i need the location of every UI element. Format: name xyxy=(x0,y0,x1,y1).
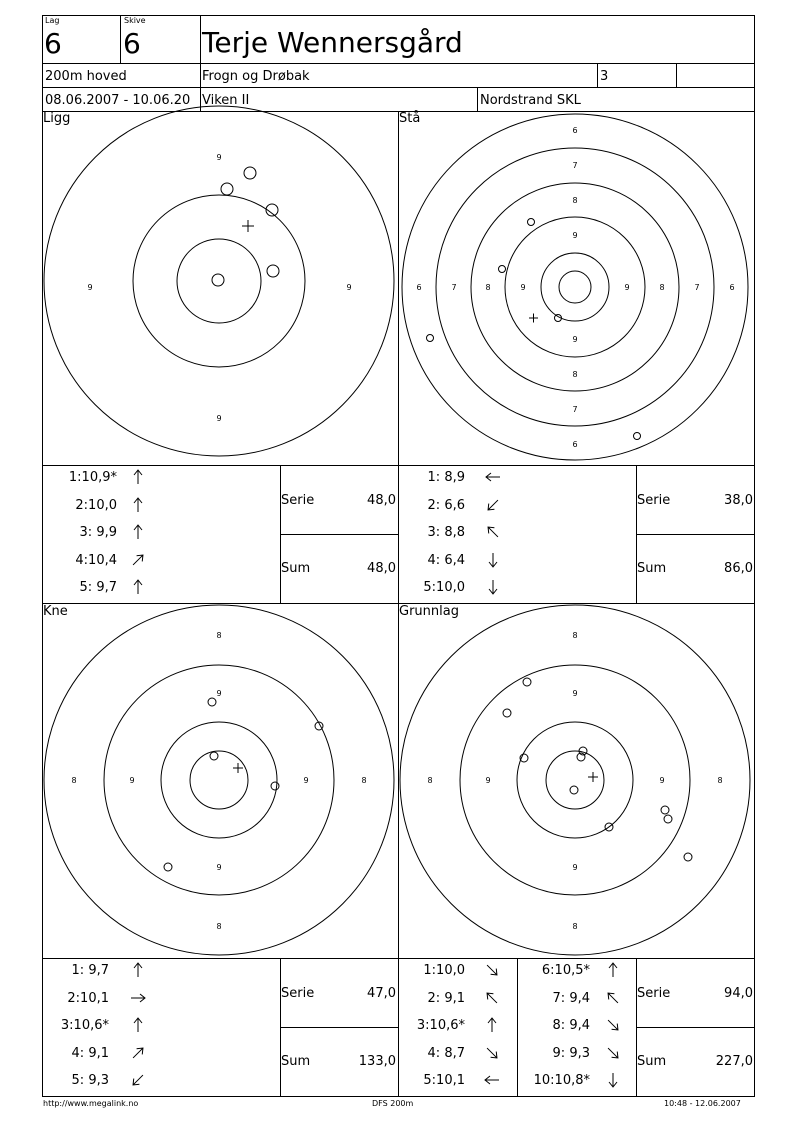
sum-value: 227,0 xyxy=(715,1054,753,1069)
skive-value: 6 xyxy=(123,27,141,60)
panel-title-grunnlag: Grunnlag xyxy=(399,604,459,619)
target-ring xyxy=(541,253,609,321)
target-ring xyxy=(460,665,690,895)
sum-value: 48,0 xyxy=(367,561,396,576)
ring-label: 9 xyxy=(572,863,578,872)
serie-label: Serie xyxy=(281,986,315,1001)
shot-hole xyxy=(634,433,641,440)
shot-score: 1:10,0 xyxy=(423,963,465,978)
shot-score: 5: 9,3 xyxy=(71,1073,109,1088)
header-divider xyxy=(200,15,201,112)
serie-value: 48,0 xyxy=(367,493,396,508)
date-range: 08.06.2007 - 10.06.20 xyxy=(45,93,191,108)
serie-value: 94,0 xyxy=(724,986,753,1001)
header-divider xyxy=(597,63,598,87)
ring-label: 9 xyxy=(129,776,135,785)
shot-score: 3: 9,9 xyxy=(79,525,117,540)
panel-title-kne: Kne xyxy=(43,604,68,619)
ring-label: 8 xyxy=(572,370,578,379)
serie-label: Serie xyxy=(281,493,315,508)
shot-score: 2: 9,1 xyxy=(427,990,465,1006)
arrow-right-up-icon xyxy=(131,552,145,568)
shot-score: 4: 6,4 xyxy=(427,552,465,568)
shot-score: 4: 9,1 xyxy=(71,1045,109,1061)
arrow-down-icon xyxy=(486,579,500,595)
target-kne xyxy=(42,604,398,958)
score-divider xyxy=(280,534,398,535)
ring-label: 9 xyxy=(216,863,222,872)
shot-hole xyxy=(271,782,279,790)
arrow-up-icon xyxy=(131,469,145,485)
panel-title-ligg: Ligg xyxy=(43,111,71,126)
shot-hole xyxy=(427,335,434,342)
shot-score: 3:10,6* xyxy=(416,1018,465,1033)
arrow-up-left-icon xyxy=(485,990,499,1006)
arrow-down-right-icon xyxy=(606,1017,620,1033)
shot-hole xyxy=(661,806,669,814)
arrow-right-up-icon xyxy=(131,1045,145,1061)
target-ligg xyxy=(42,111,398,465)
club-name: Frogn og Drøbak xyxy=(202,69,310,84)
ring-label: 9 xyxy=(87,283,93,292)
region-name: Viken II xyxy=(202,93,250,108)
shot-score: 9: 9,3 xyxy=(552,1045,590,1061)
shot-list-grunnlag-left xyxy=(398,958,517,1097)
arrow-up-icon xyxy=(131,497,145,513)
ring-label: 8 xyxy=(572,196,578,205)
arrow-down-left-icon xyxy=(131,1072,145,1088)
ring-label: 6 xyxy=(729,283,735,292)
ring-label: 8 xyxy=(659,283,665,292)
shot-hole xyxy=(684,853,692,861)
shot-hole xyxy=(528,219,535,226)
score-divider xyxy=(636,534,755,535)
target-ring xyxy=(400,605,750,955)
shot-score: 5:10,1 xyxy=(423,1073,465,1088)
ring-label: 7 xyxy=(451,283,457,292)
shot-hole xyxy=(267,265,279,277)
shot-score: 2: 6,6 xyxy=(427,497,465,513)
score-divider xyxy=(280,1027,398,1028)
target-ring xyxy=(471,183,679,391)
shot-score: 6:10,5* xyxy=(541,963,590,978)
ring-label: 8 xyxy=(485,283,491,292)
ring-label: 6 xyxy=(416,283,422,292)
sum-label: Sum xyxy=(281,1054,311,1069)
target-ring xyxy=(436,148,714,426)
ring-label: 9 xyxy=(659,776,665,785)
ring-label: 8 xyxy=(717,776,723,785)
footer-url[interactable]: http://www.megalink.no xyxy=(43,1099,139,1108)
arrow-up-icon xyxy=(131,524,145,540)
target-ring xyxy=(517,722,633,838)
shot-list-sta xyxy=(398,465,636,603)
ring-label: 8 xyxy=(427,776,433,785)
ring-label: 9 xyxy=(520,283,526,292)
shot-score: 4:10,4 xyxy=(75,552,117,568)
target-ring xyxy=(161,722,277,838)
shot-score: 3:10,6* xyxy=(60,1018,109,1033)
lag-value: 6 xyxy=(44,27,62,60)
average-cross xyxy=(233,763,243,773)
sum-value: 86,0 xyxy=(724,561,753,576)
average-cross xyxy=(529,314,538,323)
shot-list-grunnlag-right xyxy=(517,958,636,1097)
shot-score: 1:10,9* xyxy=(68,470,117,485)
header-divider xyxy=(42,63,755,64)
shot-hole xyxy=(208,698,216,706)
header-divider xyxy=(42,87,755,88)
arrow-up-icon xyxy=(131,962,145,978)
shot-score: 4: 8,7 xyxy=(427,1045,465,1061)
arrow-down-icon xyxy=(606,1072,620,1088)
lag-label: Lag xyxy=(45,16,60,25)
shooter-name: Terje Wennersgård xyxy=(202,26,463,59)
arrow-up-icon xyxy=(131,1017,145,1033)
ring-label: 9 xyxy=(216,689,222,698)
sum-label: Sum xyxy=(281,561,311,576)
shot-score: 2:10,1 xyxy=(67,990,109,1006)
target-ring xyxy=(190,751,248,809)
shot-hole xyxy=(164,863,172,871)
program-name: 200m hoved xyxy=(45,69,127,84)
serie-value: 47,0 xyxy=(367,986,396,1001)
arrow-left-icon xyxy=(486,469,500,485)
shot-score: 7: 9,4 xyxy=(552,990,590,1006)
ring-label: 6 xyxy=(572,126,578,135)
shot-hole xyxy=(210,752,218,760)
shot-score: 1: 9,7 xyxy=(71,963,109,978)
target-ring xyxy=(104,665,334,895)
header-divider xyxy=(120,15,121,63)
arrow-down-right-icon xyxy=(485,962,499,978)
ring-label: 9 xyxy=(346,283,352,292)
shot-score: 5: 9,7 xyxy=(79,580,117,595)
ring-label: 9 xyxy=(216,414,222,423)
score-divider xyxy=(636,1027,755,1028)
shot-hole xyxy=(499,266,506,273)
shot-score: 8: 9,4 xyxy=(552,1018,590,1033)
serie-label: Serie xyxy=(637,986,671,1001)
target-ring xyxy=(546,751,604,809)
target-ring xyxy=(177,239,261,323)
shot-hole xyxy=(570,786,578,794)
arrow-up-left-icon xyxy=(606,990,620,1006)
shot-hole xyxy=(221,183,233,195)
footer-timestamp: 10:48 - 12.06.2007 xyxy=(664,1099,741,1108)
target-ring xyxy=(559,271,591,303)
shot-score: 5:10,0 xyxy=(423,580,465,595)
arrow-up-left-icon xyxy=(486,524,500,540)
header-divider xyxy=(676,63,677,87)
arrow-up-icon xyxy=(131,579,145,595)
ring-label: 7 xyxy=(694,283,700,292)
shot-hole xyxy=(503,709,511,717)
ring-label: 8 xyxy=(361,776,367,785)
footer-program: DFS 200m xyxy=(372,1099,414,1108)
target-ring xyxy=(133,195,305,367)
shot-list-ligg xyxy=(42,465,280,603)
target-grunnlag xyxy=(398,604,755,958)
shot-score: 10:10,8* xyxy=(533,1073,590,1088)
ring-label: 8 xyxy=(216,631,222,640)
header-divider xyxy=(477,87,478,112)
average-cross xyxy=(588,772,598,782)
ring-label: 9 xyxy=(572,335,578,344)
arrow-down-icon xyxy=(486,552,500,568)
target-ring xyxy=(44,605,394,955)
venue-name: Nordstrand SKL xyxy=(480,93,581,108)
ring-label: 8 xyxy=(216,922,222,931)
skive-label: Skive xyxy=(124,16,146,25)
arrow-down-left-icon xyxy=(486,497,500,513)
serie-label: Serie xyxy=(637,493,671,508)
arrow-up-icon xyxy=(485,1017,499,1033)
shot-score: 3: 8,8 xyxy=(427,525,465,540)
ring-label: 8 xyxy=(71,776,77,785)
serie-value: 38,0 xyxy=(724,493,753,508)
shot-list-kne xyxy=(42,958,280,1097)
shot-hole xyxy=(664,815,672,823)
arrow-down-right-icon xyxy=(606,1045,620,1061)
shot-score: 1: 8,9 xyxy=(427,470,465,485)
sum-value: 133,0 xyxy=(358,1054,396,1069)
shot-hole xyxy=(212,274,224,286)
shot-score: 2:10,0 xyxy=(75,497,117,513)
sum-label: Sum xyxy=(637,1054,667,1069)
arrow-up-icon xyxy=(606,962,620,978)
sum-label: Sum xyxy=(637,561,667,576)
ring-label: 9 xyxy=(303,776,309,785)
arrow-right-icon xyxy=(131,990,145,1006)
average-cross xyxy=(242,220,254,232)
shot-hole xyxy=(244,167,256,179)
ring-label: 7 xyxy=(572,161,578,170)
ring-label: 9 xyxy=(572,231,578,240)
arrow-left-icon xyxy=(485,1072,499,1088)
ring-label: 6 xyxy=(572,440,578,449)
panel-title-sta: Stå xyxy=(399,111,421,126)
ring-label: 9 xyxy=(572,689,578,698)
target-sta xyxy=(398,111,755,465)
ring-label: 9 xyxy=(624,283,630,292)
arrow-down-right-icon xyxy=(485,1045,499,1061)
ring-label: 8 xyxy=(572,922,578,931)
ring-label: 7 xyxy=(572,405,578,414)
class-value: 3 xyxy=(600,69,609,84)
ring-label: 9 xyxy=(216,153,222,162)
ring-label: 8 xyxy=(572,631,578,640)
ring-label: 9 xyxy=(485,776,491,785)
shot-hole xyxy=(523,678,531,686)
